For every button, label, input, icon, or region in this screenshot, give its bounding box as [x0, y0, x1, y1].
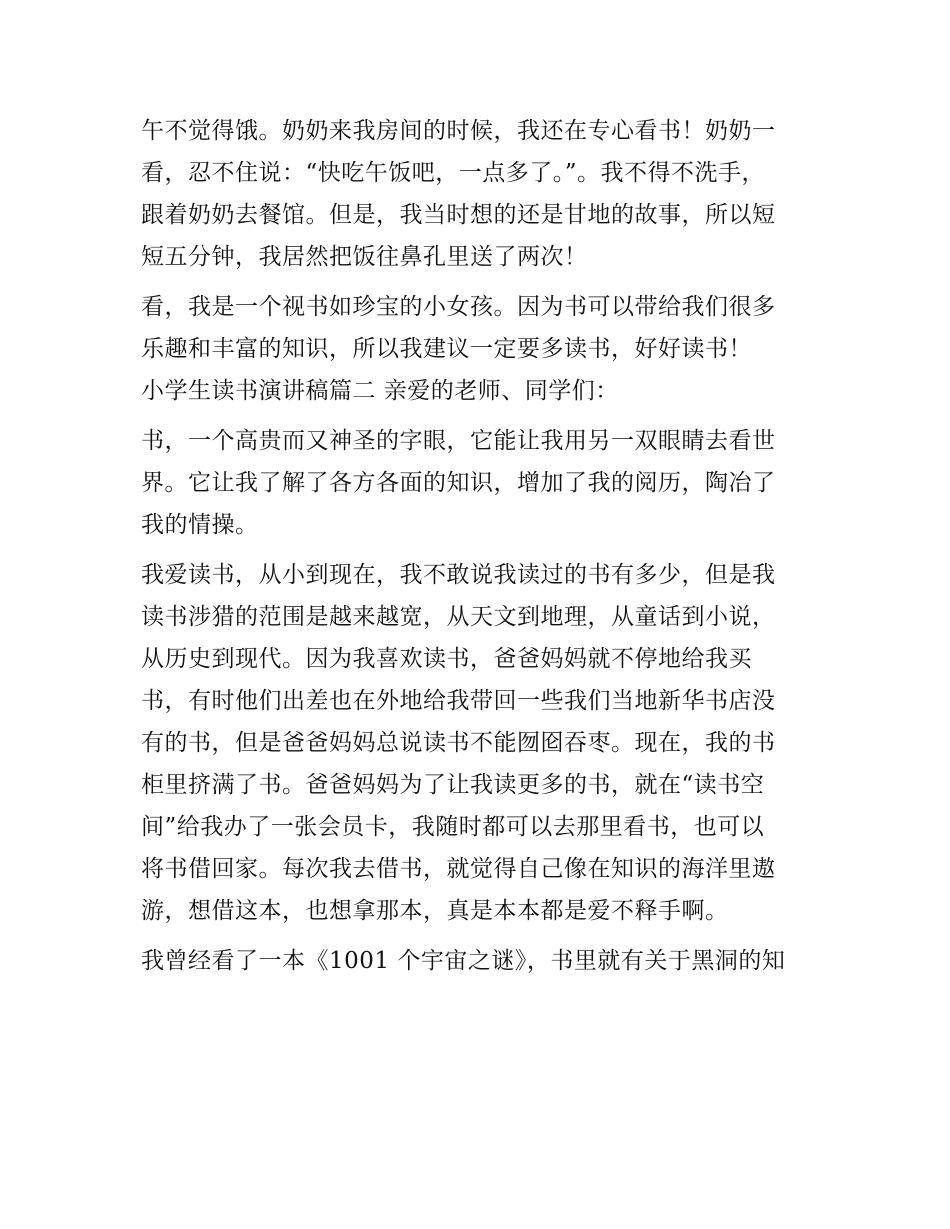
text-line: 从历史到现代。因为我喜欢读书，爸爸妈妈就不停地给我买: [141, 646, 752, 672]
text-line: 午不觉得饿。奶奶来我房间的时候，我还在专心看书！奶奶一: [141, 118, 776, 144]
document-body: [141, 110, 821, 982]
text-line: 有的书，但是爸爸妈妈总说读书不能囫囵吞枣。现在，我的书: [141, 730, 776, 756]
text-line: 将书借回家。每次我去借书，就觉得自己像在知识的海洋里遨: [141, 856, 776, 882]
text-line: 读书涉猎的范围是越来越宽，从天文到地理，从童话到小说，: [141, 604, 776, 630]
text-line: 看，我是一个视书如珍宝的小女孩。因为书可以带给我们很多: [141, 294, 776, 320]
text-line: 间”给我办了一张会员卡，我随时都可以去那里看书，也可以: [141, 814, 765, 840]
text-line: 乐趣和丰富的知识，所以我建议一定要多读书，好好读书！: [141, 336, 752, 362]
text-line: 看，忍不住说：“快吃午饭吧，一点多了。”。我不得不洗手，: [141, 160, 766, 186]
text-line: 短五分钟，我居然把饭往鼻孔里送了两次！: [141, 244, 588, 270]
text-line: 我的情操。: [141, 512, 259, 538]
text-line: 柜里挤满了书。爸爸妈妈为了让我读更多的书，就在“读书空: [141, 772, 765, 798]
text-line: 书，有时他们出差也在外地给我带回一些我们当地新华书店没: [141, 688, 776, 714]
text-line: 游，想借这本，也想拿那本，真是本本都是爱不释手啊。: [141, 898, 729, 924]
text-line: 界。它让我了解了各方各面的知识，增加了我的阅历，陶冶了: [141, 470, 776, 496]
section-heading: 小学生读书演讲稿篇二 亲爱的老师、同学们：: [141, 378, 619, 404]
text-line: 我曾经看了一本《1001 个宇宙之谜》，书里就有关于黑洞的知: [141, 948, 786, 974]
text-line: 跟着奶奶去餐馆。但是，我当时想的还是甘地的故事，所以短: [141, 202, 776, 228]
text-line: 我爱读书，从小到现在，我不敢说我读过的书有多少，但是我: [141, 562, 776, 588]
text-line: 书，一个高贵而又神圣的字眼，它能让我用另一双眼睛去看世: [141, 428, 776, 454]
